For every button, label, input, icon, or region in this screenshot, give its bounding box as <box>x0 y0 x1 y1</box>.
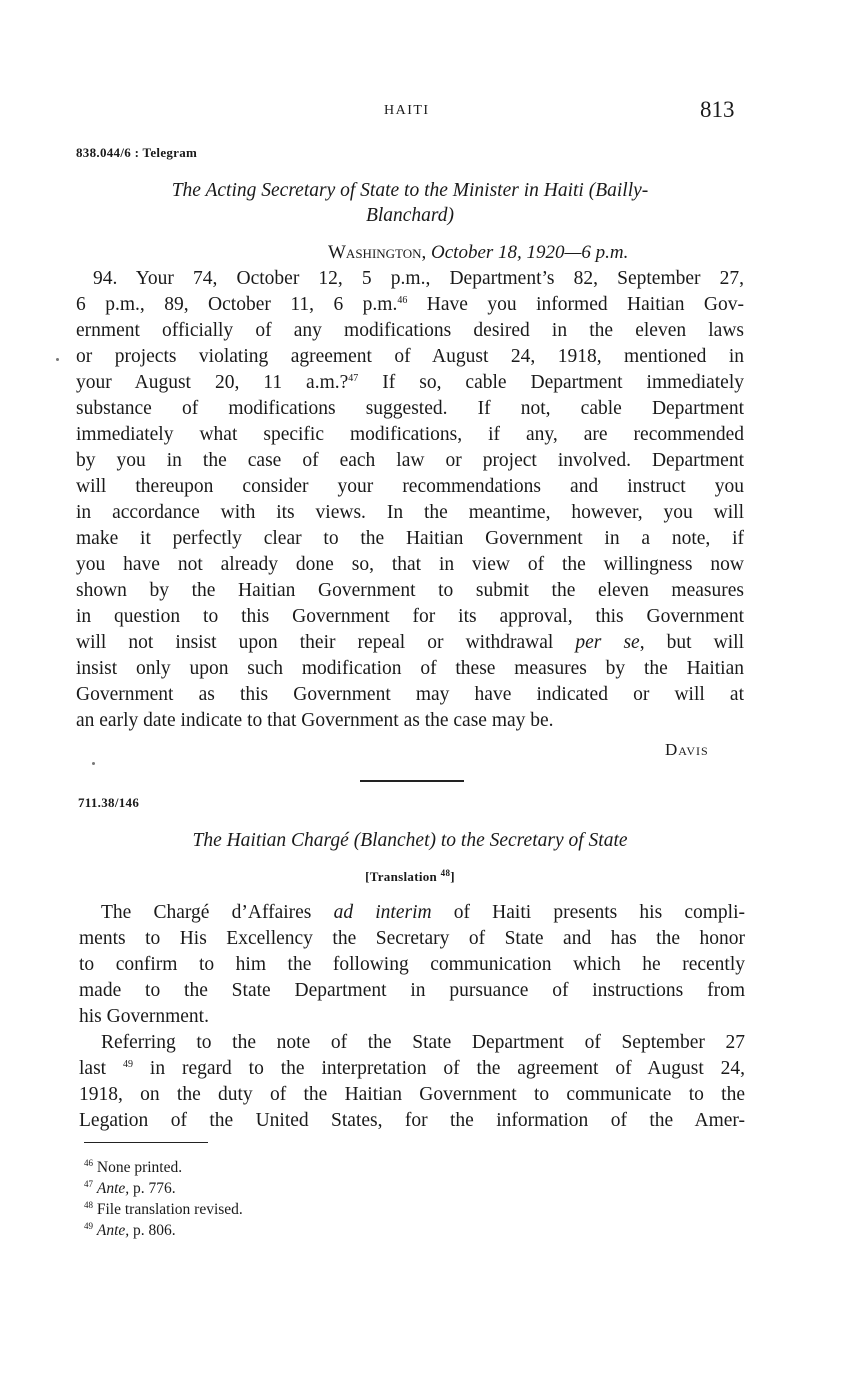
footnote-number: 48 <box>84 1200 93 1211</box>
text-line: 1918, on the duty of the Haitian Government to communicate to the <box>79 1084 745 1105</box>
running-title: HAITI <box>384 103 430 118</box>
text-line: will not insist upon their repeal or withdrawal per se, but will <box>76 632 744 653</box>
page-number: 813 <box>700 97 735 122</box>
document-file-number: 838.044/6 : Telegram <box>76 145 198 160</box>
text-line: in question to this Government for its approval, this Government <box>76 606 744 627</box>
document-heading <box>76 178 744 228</box>
text-line: Government as this Government may have indicated or will at <box>76 684 744 705</box>
signature: Davis <box>665 740 709 759</box>
text-line: his Government. <box>79 1006 209 1027</box>
stray-mark <box>92 762 95 765</box>
footnote: $^{48}$ File translation revised. <box>84 1200 243 1219</box>
translation-note: [Translation $^{48}$] <box>365 868 455 884</box>
text-line: Legation of the United States, for the information of the Amer- <box>79 1110 745 1131</box>
footnote-ref: 49 <box>123 1059 133 1070</box>
text-line: to confirm to him the following communication which he recently <box>79 954 745 975</box>
footnote: $^{49}$ Ante, p. 806. <box>84 1221 176 1240</box>
text-line: last $^{49}$ in regard to the interpretation of the agreement of August 24, <box>79 1058 746 1079</box>
document-file-number: 711.38/146 <box>78 795 140 810</box>
text-line: shown by the Haitian Government to submit the eleven measures <box>76 580 744 601</box>
footnotes <box>84 1155 243 1240</box>
footnote: $^{47}$ Ante, p. 776. <box>84 1179 176 1198</box>
footnote-ref: 46 <box>397 295 408 306</box>
text-line: an early date indicate to that Government as the case may be. <box>76 710 554 731</box>
footnote-ref: 48 <box>440 868 451 878</box>
text-line: substance of modifications suggested. If not, cable Department <box>76 398 744 419</box>
telegram-body <box>76 268 744 736</box>
heading-line: The Acting Secretary of State to the Minister in Haiti (Bailly- <box>171 180 649 201</box>
text-line: immediately what specific modifications, if any, are recommended <box>76 424 744 445</box>
footnote-rule <box>84 1142 208 1143</box>
text-line: made to the State Department in pursuance of instructions from <box>79 980 745 1001</box>
text-line: will thereupon consider your recommendations and instruct you <box>76 476 744 497</box>
text-line: ernment officially of any modifications desired in the eleven laws <box>76 320 744 341</box>
text-line: 94. Your 74, October 12, 5 p.m., Department’s 82, September 27, <box>93 268 744 289</box>
text-line: by you in the case of each law or project involved. Department <box>76 450 744 471</box>
text-line: make it perfectly clear to the Haitian Government in a note, if <box>76 528 744 549</box>
section-divider <box>360 780 464 782</box>
stray-mark <box>56 358 59 361</box>
text-line: Referring to the note of the State Department of September 27 <box>101 1032 745 1053</box>
dateline <box>328 242 628 264</box>
text-line: 6 p.m., 89, October 11, 6 p.m.$^{46}$ Have you informed Haitian Gov- <box>76 294 744 315</box>
dateline-place: Washington, <box>328 242 427 263</box>
footnote-number: 49 <box>84 1221 93 1232</box>
text-line: or projects violating agreement of August 24, 1918, mentioned in <box>76 346 744 367</box>
document-heading: The Haitian Chargé (Blanchet) to the Secretary of State <box>192 830 628 851</box>
running-head <box>0 99 863 123</box>
dateline-date: October 18, 1920—6 p.m. <box>431 242 629 263</box>
note-body <box>79 902 745 1136</box>
text-line: you have not already done so, that in view of the willingness now <box>76 554 744 575</box>
footnote-number: 46 <box>84 1158 93 1168</box>
text-line: insist only upon such modification of these measures by the Haitian <box>76 658 744 679</box>
text-line: ments to His Excellency the Secretary of State and has the honor <box>79 928 745 949</box>
text-line: in accordance with its views. In the meantime, however, you will <box>76 502 744 523</box>
footnote-number: 47 <box>84 1179 93 1190</box>
heading-line: Blanchard) <box>365 205 455 226</box>
footnote: $^{46}$ None printed. <box>84 1158 183 1177</box>
footnote-ref: 47 <box>348 373 359 384</box>
text-line: The Chargé d’Affaires ad interim of Haiti presents his compli- <box>101 902 746 923</box>
text-line: your August 20, 11 a.m.?$^{47}$ If so, cable Department immediately <box>76 372 745 393</box>
